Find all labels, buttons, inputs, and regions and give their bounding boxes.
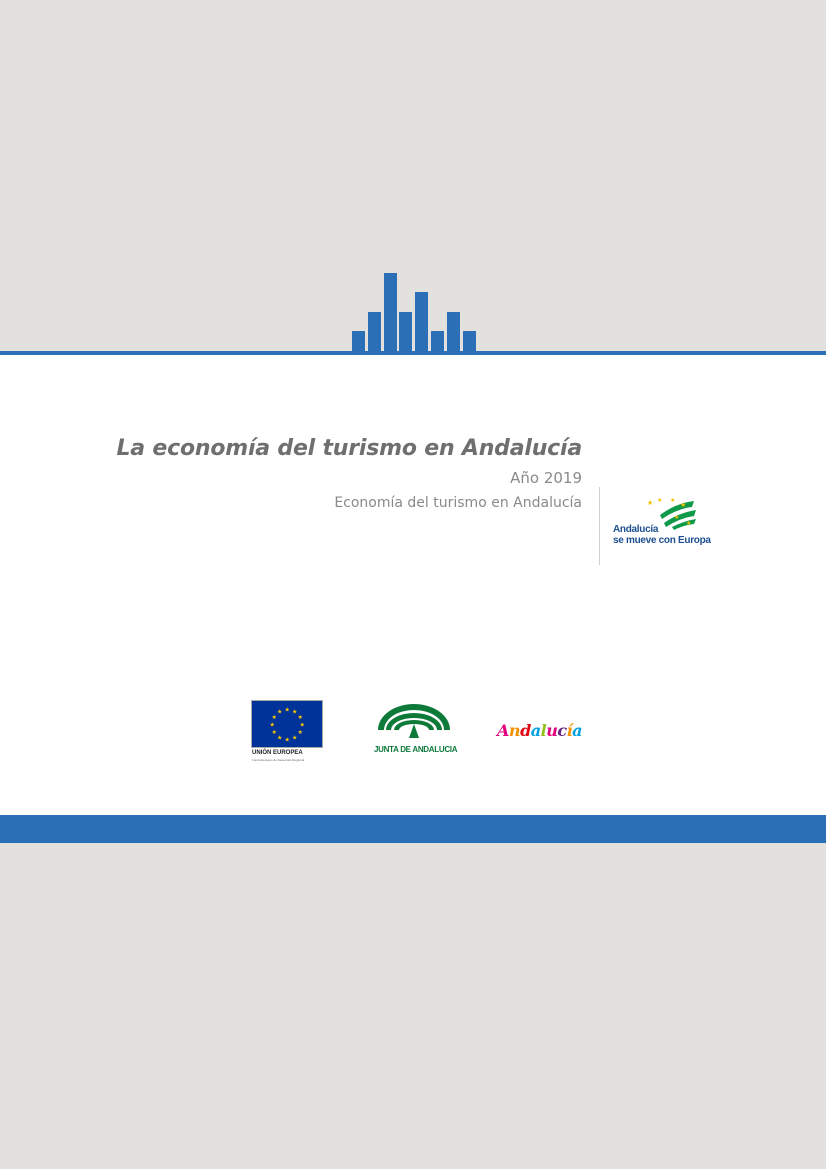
decor-bar [384, 273, 397, 351]
svg-text:★: ★ [686, 521, 692, 527]
eu-star-icon: ★ [277, 735, 283, 742]
decor-bar [447, 312, 460, 351]
eu-sublabel: Fondo Europeo de Desarrollo Regional [252, 758, 305, 762]
svg-text:★: ★ [674, 515, 680, 521]
document-title: La economía del turismo en Andalucía [116, 436, 582, 461]
decor-bar [463, 331, 476, 351]
junta-de-andalucia-logo [374, 700, 458, 756]
eu-star-icon: ★ [284, 737, 290, 744]
eu-star-icon: ★ [269, 722, 275, 729]
svg-text:★: ★ [680, 502, 687, 509]
junta-label: JUNTA DE ANDALUCIA [374, 745, 458, 754]
eu-star-icon: ★ [297, 715, 303, 721]
decor-bar [399, 312, 412, 351]
eu-star-icon: ★ [284, 707, 290, 714]
eu-star-icon: ★ [277, 709, 283, 716]
decor-bar [415, 292, 428, 351]
top-blue-rule [0, 351, 826, 355]
andalucia-brand-text: Andalucía [497, 721, 583, 740]
eu-label: UNIÓN EUROPEA [252, 750, 303, 756]
eu-star-icon: ★ [297, 730, 303, 736]
decor-bar [352, 331, 365, 351]
vertical-divider [599, 487, 600, 565]
svg-text:★: ★ [657, 498, 663, 504]
eu-star-icon: ★ [292, 735, 298, 742]
eu-star-icon: ★ [271, 730, 277, 736]
feder-text-line1: Andalucía [613, 524, 659, 535]
bottom-gray-band [0, 843, 826, 1169]
decor-bar [431, 331, 444, 351]
junta-arch-icon [374, 700, 454, 744]
bar-graphic-decoration [352, 273, 478, 351]
document-subtitle: Economía del turismo en Andalucía [334, 495, 582, 511]
decor-bar [368, 312, 381, 351]
document-year: Año 2019 [510, 469, 582, 487]
eu-star-icon: ★ [292, 709, 298, 716]
svg-text:★: ★ [647, 500, 654, 507]
bottom-blue-rule [0, 815, 826, 843]
andalucia-brand-logo [497, 721, 581, 745]
eu-star-icon: ★ [299, 722, 305, 729]
eu-star-icon: ★ [271, 715, 277, 721]
svg-text:★: ★ [670, 498, 676, 504]
feder-text-line2: se mueve con Europa [613, 535, 711, 546]
eu-flag-icon [251, 700, 323, 748]
eu-logo [251, 700, 323, 764]
